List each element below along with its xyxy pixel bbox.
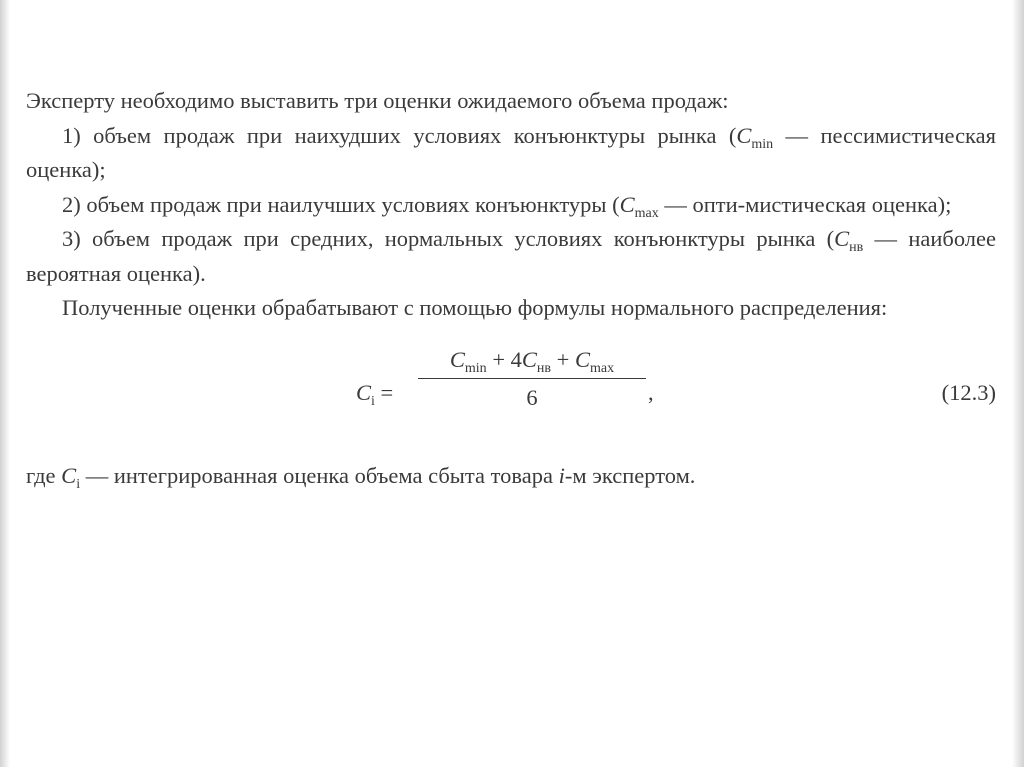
document-text <box>26 84 996 493</box>
item-2-symbol: C <box>619 191 635 217</box>
formula-comma: , <box>648 379 654 405</box>
where-paragraph <box>26 459 996 494</box>
where-index: i <box>558 462 565 488</box>
numerator-plus: + <box>551 346 575 372</box>
item-1-symbol: C <box>736 122 752 148</box>
formula-lhs <box>356 376 393 411</box>
where-symbol: C <box>61 462 77 488</box>
formula-12-3 <box>26 343 996 459</box>
item-1-text: 1) объем продаж при наихудших условиях конъюнктуры рынка ( <box>62 122 737 148</box>
numerator-plus-four: + 4 <box>486 346 522 372</box>
item-3-symbol: C <box>834 226 850 251</box>
item-2-text: 2) объем продаж при наилучших условиях конъюнктуры ( <box>62 191 620 217</box>
item-2-subscript: max <box>634 205 659 221</box>
numerator-c-min-subscript: min <box>464 360 487 376</box>
item-3-paragraph <box>26 222 996 291</box>
numerator-c-nv-symbol: C <box>521 346 537 372</box>
numerator-c-nv-subscript: нв <box>536 360 552 376</box>
item-1-subscript: min <box>751 136 774 152</box>
right-edge-shadow <box>1012 0 1024 767</box>
processing-text: Полученные оценки обрабатывают с помощью формулы нормального распределения: <box>62 295 888 320</box>
formula-denominator: 6 <box>526 384 538 410</box>
numerator-c-max-symbol: C <box>574 346 590 372</box>
formula-number: (12.3) <box>941 379 996 405</box>
where-subscript: i <box>76 476 81 492</box>
formula-lhs-symbol: C <box>356 379 372 405</box>
item-3-end: — наиболее вероятная оценка). <box>26 226 997 286</box>
item-1-end: — пессимистическая оценка); <box>26 122 996 182</box>
fraction-bar <box>418 378 646 379</box>
item-3-text: 3) объем продаж при средних, нормальных условиях конъюнктуры рынка ( <box>62 226 835 251</box>
left-edge-shadow <box>0 0 10 767</box>
formula-lhs-subscript: i <box>371 393 375 409</box>
where-end: -м экспертом. <box>564 462 696 488</box>
intro-text: Эксперту необходимо выставить три оценки ожидаемого объема продаж: <box>26 88 729 113</box>
formula-fraction <box>418 343 646 413</box>
intro-paragraph <box>26 84 996 119</box>
where-prefix: где <box>26 462 62 488</box>
item-2-end: — опти-мистическая оценка); <box>658 191 952 217</box>
item-3-subscript: нв <box>849 240 864 255</box>
processing-paragraph <box>26 291 996 326</box>
item-1-paragraph <box>26 119 996 188</box>
formula-equals: = <box>374 379 394 405</box>
numerator-c-max-subscript: max <box>589 360 615 376</box>
item-2-paragraph <box>26 188 996 223</box>
where-middle: — интегрированная оценка объема сбыта товара <box>80 462 559 488</box>
numerator-c-min-symbol: C <box>449 346 465 372</box>
formula-numerator <box>418 343 646 377</box>
